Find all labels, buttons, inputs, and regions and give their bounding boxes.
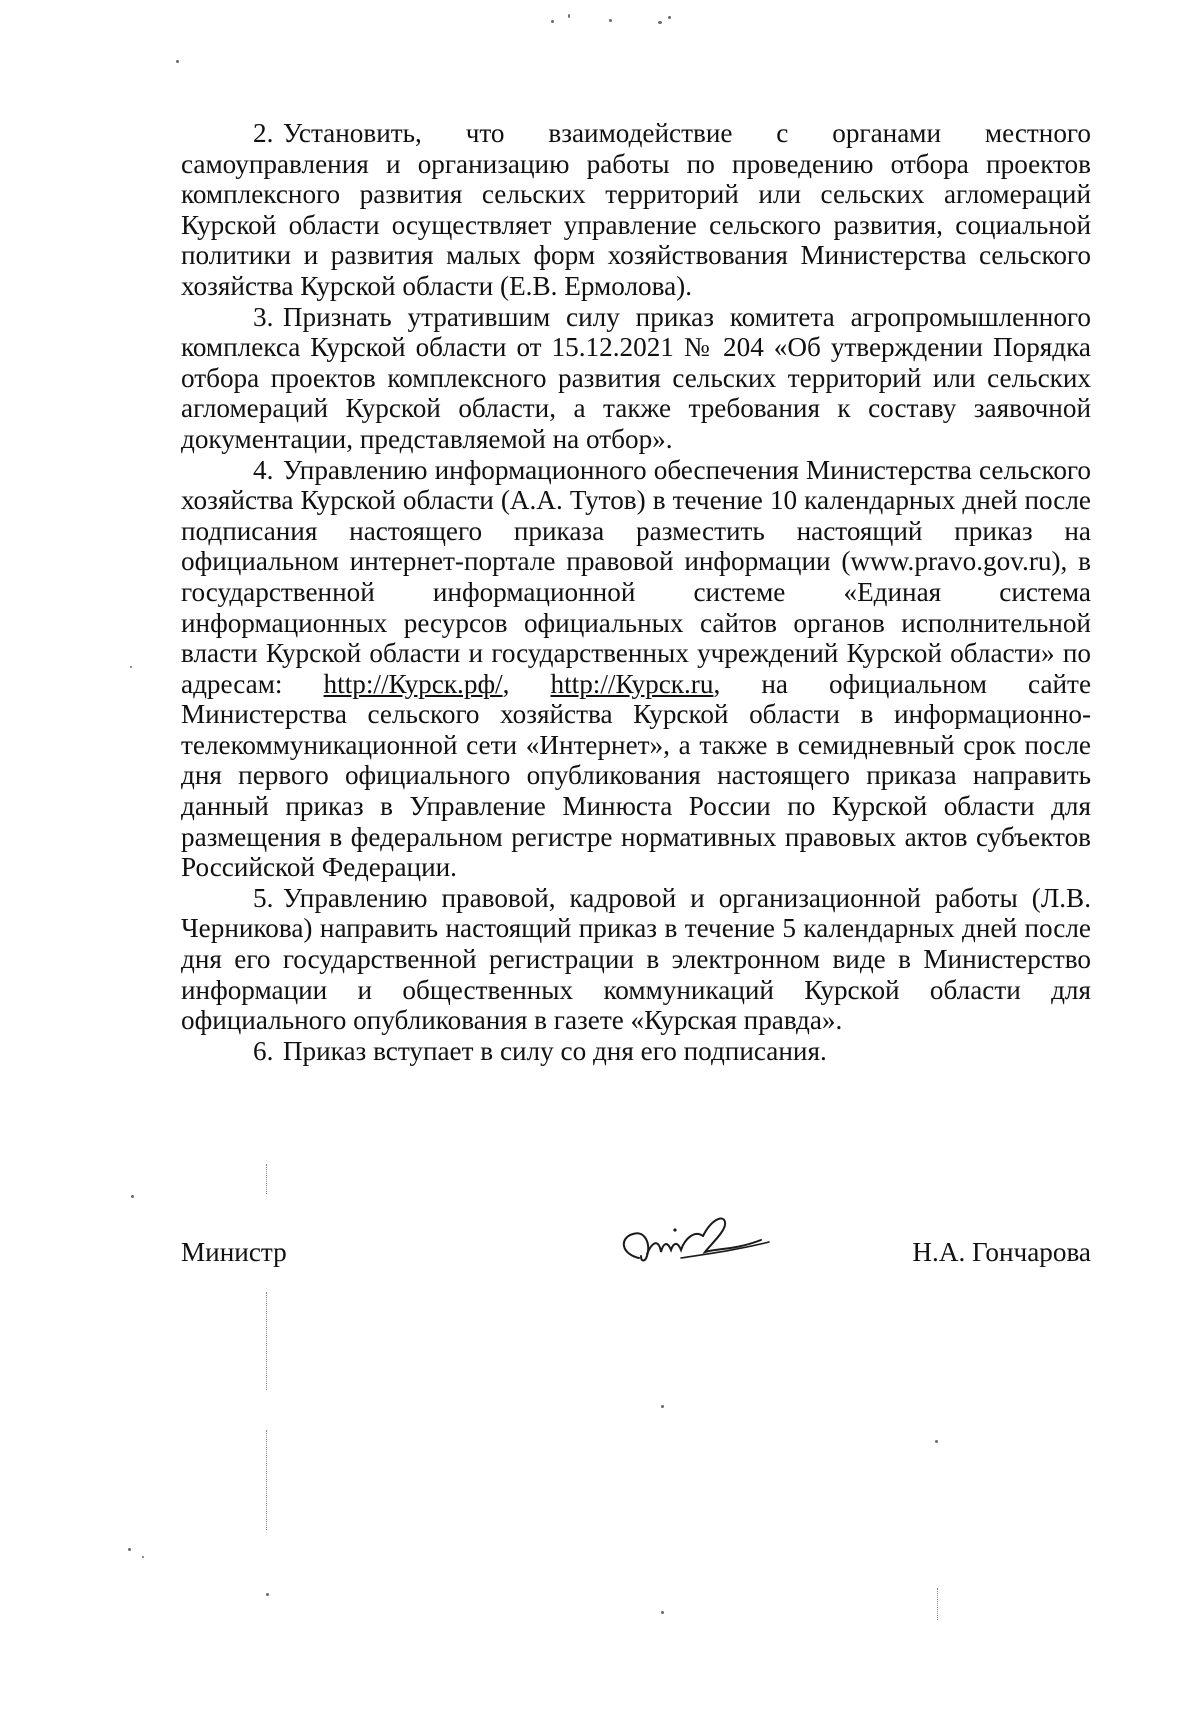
scan-speck [658, 21, 662, 24]
scan-dotted-line [266, 1430, 267, 1530]
paragraph-text: Приказ вступает в силу со дня его подписания. [282, 1035, 827, 1066]
signature-block [181, 1222, 1091, 1282]
paragraph-number: 5. [253, 882, 274, 913]
scan-speck [130, 666, 132, 668]
paragraph-text: Признать утратившим силу приказ комитета агропромышленного комплекса Курской области от 15.12.2021 № 204 «Об утверждении Порядка отбора проектов комплексного развития сельских территорий или сельских агломераций Курской области, а также требования к составу заявочной документации, представляемой на отбор». [181, 301, 1091, 454]
paragraph-5 [181, 883, 1091, 1036]
scan-speck [551, 20, 554, 23]
paragraph-text: Управлению правовой, кадровой и организационной работы (Л.В. Черникова) направить настоящий приказ в течение 5 календарных дней после дня его государственной регистрации в электронном виде в Министерство информации и общественных коммуникаций Курской области для официального опубликования в газете «Курская правда». [181, 882, 1091, 1036]
scan-speck [661, 1405, 664, 1408]
scan-speck [266, 1593, 269, 1596]
scan-speck [668, 16, 671, 19]
paragraph-number: 2. [253, 118, 274, 148]
handwritten-signature [611, 1210, 781, 1280]
link-kursk-ru[interactable]: http://Курск.ru [550, 668, 714, 699]
scan-speck [568, 14, 570, 18]
scan-speck [128, 1548, 131, 1551]
paragraph-number: 4. [253, 454, 274, 485]
signatory-title: Министр [181, 1237, 287, 1267]
paragraph-2 [181, 118, 1091, 302]
link-separator: , [502, 668, 510, 699]
paragraph-6 [181, 1036, 1091, 1067]
scan-speck [176, 60, 179, 63]
scan-speck [935, 1440, 938, 1443]
paragraph-text: , на официальном сайте Министерства сельского хозяйства Курской области в информационно-телекоммуникационной сети «Интернет», а также в семидневный срок после дня первого официального опубликования настоящего приказа направить данный приказ в Управление Минюста России по Курской области для размещения в федеральном регистре нормативных правовых актов субъектов Российской Федерации. [181, 668, 1092, 883]
scan-speck [142, 1556, 144, 1558]
scan-speck [131, 1195, 134, 1198]
scan-speck [661, 1611, 664, 1614]
paragraph-text: Установить, что взаимодействие с органами местного самоуправления и организацию работы по проведению отбора проектов комплексного развития сельских территорий или сельских агломераций Курской области осуществляет управление сельского развития, социальной политики и развития малых форм хозяйствования Министерства сельского хозяйства Курской области (Е.В. Ермолова). [181, 118, 1091, 301]
scan-dotted-line [266, 1164, 267, 1194]
paragraph-4 [181, 455, 1091, 883]
paragraph-number: 6. [253, 1035, 274, 1066]
paragraph-number: 3. [253, 301, 274, 332]
signatory-name: Н.А. Гончарова [912, 1237, 1091, 1267]
document-body [181, 118, 1091, 1066]
scan-dotted-line [266, 1292, 267, 1390]
scan-speck [609, 19, 612, 22]
paragraph-text: Управлению информационного обеспечения Министерства сельского хозяйства Курской области (А.А. Тутов) в течение 10 календарных дней после подписания настоящего приказа разместить настоящий приказ на официальном интернет-портале правовой информации (www.pravo.gov.ru), в государственной информационной системе «Единая система информационных ресурсов официальных сайтов органов исполнительной власти Курской области и государственных учреждений Курской области» по адресам: [181, 454, 1091, 699]
link-kursk-rf[interactable]: http://Курск.рф/ [323, 668, 503, 699]
scan-dotted-line [937, 1588, 938, 1620]
paragraph-3 [181, 302, 1091, 455]
